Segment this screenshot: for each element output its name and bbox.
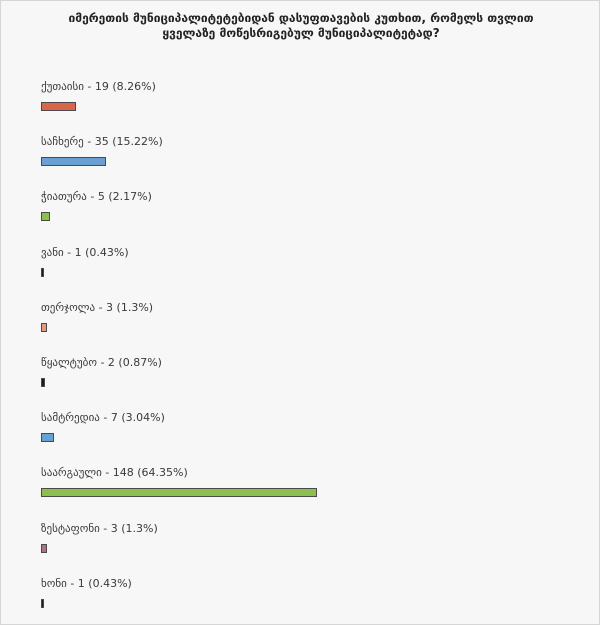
bar-label: საარგაული - 148 (64.35%) xyxy=(41,466,188,480)
bar-label: ჭიათურა - 5 (2.17%) xyxy=(41,190,152,204)
bar xyxy=(41,212,50,221)
bar-label: ხონი - 1 (0.43%) xyxy=(41,576,132,590)
bar xyxy=(41,599,44,608)
bar xyxy=(41,544,47,553)
bar-label: სამტრედია - 7 (3.04%) xyxy=(41,411,165,425)
bar-label: თერჯოლა - 3 (1.3%) xyxy=(41,300,154,314)
bar-label: ვანი - 1 (0.43%) xyxy=(41,245,129,259)
bar xyxy=(41,433,54,442)
bar xyxy=(41,268,44,277)
bar xyxy=(41,102,76,111)
bar xyxy=(41,378,45,387)
bar-label: საჩხერე - 35 (15.22%) xyxy=(41,135,163,149)
bar xyxy=(41,323,47,332)
bar-label: წყალტუბო - 2 (0.87%) xyxy=(41,356,162,369)
bar xyxy=(41,157,106,166)
bar xyxy=(41,488,317,497)
bar-label: ქუთაისი - 19 (8.26%) xyxy=(41,80,156,93)
chart-title: იმერეთის მუნიციპალიტეტებიდან დასუფთავების კუთხით, რომელს თვლით ყველაზე მოწესრიგებულ მუნიციპალიტეტად? xyxy=(68,11,534,40)
bar-label: ზესტაფონი - 3 (1.3%) xyxy=(41,521,158,535)
